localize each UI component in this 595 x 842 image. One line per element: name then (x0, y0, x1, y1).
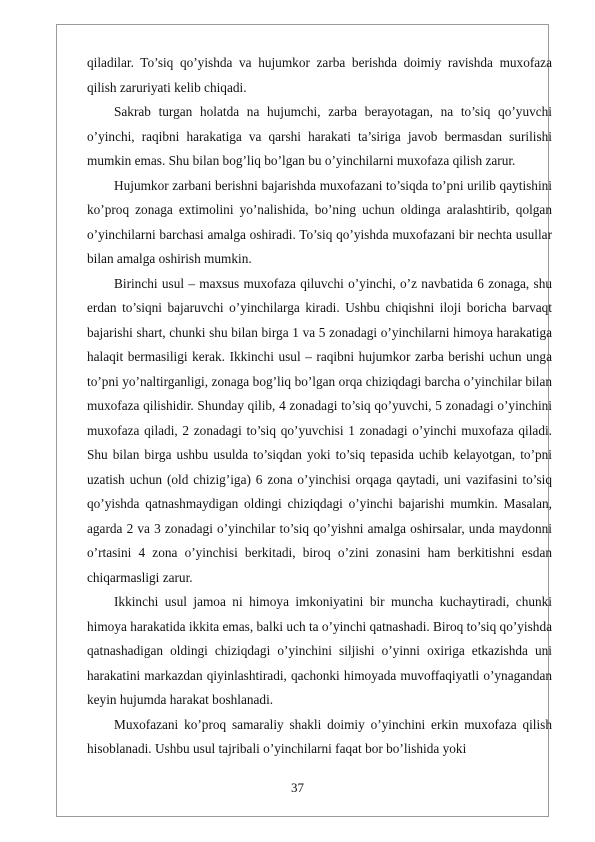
page-number: 37 (291, 780, 304, 795)
paragraph-5: Ikkinchi usul jamoa ni himoya imkoniyatini bir muncha kuchaytiradi, chunki himoya harakatida ikkita emas, balki uch ta o’yinchi qatnashadi. Biroq to’siq qo’yishda qatnashadigan oldingi chiziqdagi o’yinchini siljishi o’yinni oxiriga etkazishda uni harakatini markazdan qiyinlashtiradi, qachonki himoyada muvoffaqiyatli o’ynagandan keyin hujumda harakat boshlanadi. (87, 594, 552, 707)
body-text (87, 51, 552, 762)
paragraph-6: Muxofazani ko’proq samaraliy shakli doimiy o’yinchini erkin muxofaza qilish hisoblanadi. Ushbu usul tajribali o’yinchilarni faqat bor bo’lishida yoki (87, 716, 552, 756)
paragraph-3: Hujumkor zarbani berishni bajarishda muxofazani to’siqda to’pni urilib qaytishini ko’proq zonaga extimolini yo’nalishida, bo’ning uchun oldinga aralashtirib, qolgan o’yinchilarni barchasi amalga oshiradi. To’siq qo’yishda muxofazani bir nechta usullar bilan amalga oshirish mumkin. (87, 177, 552, 266)
paragraph-1: qiladilar. To’siq qo’yishda va hujumkor zarba berishda doimiy ravishda muxofaza qilish zaruriyati kelib chiqadi. (87, 55, 552, 95)
paragraph-2: Sakrab turgan holatda na hujumchi, zarba berayotagan, na to’siq qo’yuvchi o’yinchi, raqibni harakatiga va qarshi harakati ta’siriga javob bermasdan surilishi mumkin emas. Shu bilan bog’liq bo’lgan bu o’yinchilarni muxofaza qilish zarur. (87, 104, 552, 168)
paragraph-4: Birinchi usul – maxsus muxofaza qiluvchi o’yinchi, o’z navbatida 6 zonaga, shu erdan to’siqni bajaruvchi o’yinchilarga kiradi. Ushbu chiqishni iloji boricha barvaqt bajarishi shart, chunki shu bilan birga 1 va 5 zonadagi o’yinchilarni himoya harakatiga halaqit bermasiligi kerak. Ikkinchi usul – raqibni hujumkor zarba berishi uchun unga to’pni yo’naltirganligi, zonaga bog’liq bo’lgan orqa chiziqdagi barcha o’yinchilar bilan muxofaza qilishidir. Shunday qilib, 4 zonadagi to’siq qo’yuvchi, 5 zonadagi o’yinchini muxofaza qiladi, 2 zonadagi to’siq qo’yuvchisi 1 zonadagi o’yinchi muxofaza qiladi. Shu bilan birga ushbu usulda to’siqdan yoki to’siq tepasida uchib kelayotgan, to’pni uzatish uchun (old chizig’iga) 6 zona o’yinchisi orqaga qaytadi, uni vazifasini to’siq qo’yishda qatnashmaydigan oldingi chiziqdagi o’yinchi bajarishi mumkin. Masalan, agarda 2 va 3 zonadagi o’yinchilar to’siq qo’yishni amalga oshirsalar, unda maydonni o’rtasini 4 zona o’yinchisi berkitadi, biroq o’zini zonasini ham berkitishni esdan chiqarmasligi zarur. (87, 275, 552, 585)
